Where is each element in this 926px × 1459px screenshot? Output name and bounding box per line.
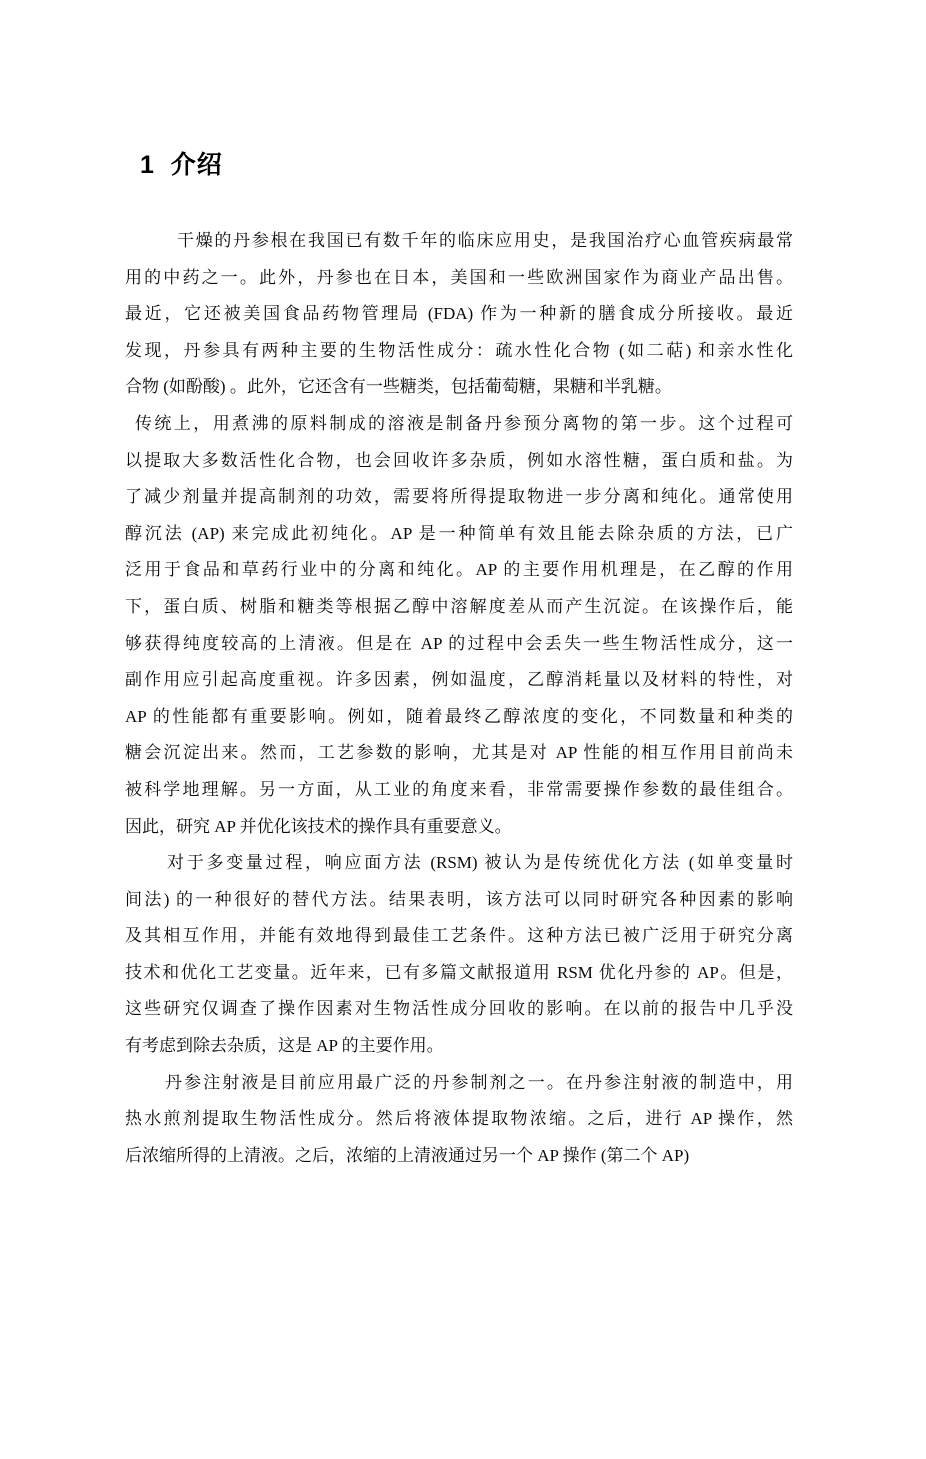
paragraph-line: AP 的性能都有重要影响。例如，随着最终乙醇浓度的变化，不同数量和种类的 — [125, 706, 793, 726]
paragraph-line: 丹参注射液是目前应用最广泛的丹参制剂之一。在丹参注射液的制造中，用 — [165, 1072, 793, 1092]
paragraph-2 — [125, 406, 793, 845]
paragraph-line: 因此，研究 AP 并优化该技术的操作具有重要意义。 — [125, 816, 512, 836]
paragraph-line: 技术和优化工艺变量。近年来，已有多篇文献报道用 RSM 优化丹参的 AP。但是， — [125, 962, 793, 982]
paragraph-line: 泛用于食品和草药行业中的分离和纯化。AP 的主要作用机理是，在乙醇的作用 — [125, 560, 793, 580]
paragraph-line: 后浓缩所得的上清液。之后，浓缩的上清液通过另一个 AP 操作 (第二个 AP) — [125, 1145, 690, 1165]
document-page — [0, 150, 926, 1459]
document-body — [125, 223, 793, 1174]
section-heading: 1 介绍 — [140, 151, 223, 179]
paragraph-4 — [125, 1065, 793, 1175]
paragraph-line: 有考虑到除去杂质，这是 AP 的主要作用。 — [125, 1036, 444, 1056]
paragraph-line: 用的中药之一。此外，丹参也在日本，美国和一些欧洲国家作为商业产品出售。 — [125, 267, 793, 287]
paragraph-3 — [125, 845, 793, 1065]
paragraph-line: 干燥的丹参根在我国已有数千年的临床应用史，是我国治疗心血管疾病最常 — [177, 231, 793, 250]
paragraph-line: 最近，它还被美国食品药物管理局 (FDA) 作为一种新的膳食成分所接收。最近 — [125, 304, 793, 324]
paragraph-line: 醇沉法 (AP) 来完成此初纯化。AP 是一种简单有效且能去除杂质的方法，已广 — [125, 523, 793, 543]
paragraph-line: 对于多变量过程，响应面方法 (RSM) 被认为是传统优化方法 (如单变量时 — [167, 853, 793, 873]
paragraph-line: 及其相互作用，并能有效地得到最佳工艺条件。这种方法已被广泛用于研究分离 — [125, 926, 793, 946]
paragraph-line: 以提取大多数活性化合物，也会回收许多杂质，例如水溶性糖，蛋白质和盐。为 — [125, 450, 793, 470]
paragraph-line: 副作用应引起高度重视。许多因素，例如温度，乙醇消耗量以及材料的特性，对 — [125, 670, 793, 690]
paragraph-line: 发现，丹参具有两种主要的生物活性成分：疏水性化合物 (如二萜) 和亲水性化 — [125, 340, 793, 360]
paragraph-line: 热水煎剂提取生物活性成分。然后将液体提取物浓缩。之后，进行 AP 操作，然 — [125, 1109, 793, 1129]
paragraph-line: 合物 (如酚酸) 。此外，它还含有一些糖类，包括葡萄糖，果糖和半乳糖。 — [125, 377, 672, 397]
paragraph-line: 间法) 的一种很好的替代方法。结果表明，该方法可以同时研究各种因素的影响 — [125, 889, 793, 909]
paragraph-line: 了减少剂量并提高制剂的功效，需要将所得提取物进一步分离和纯化。通常使用 — [125, 487, 793, 507]
paragraph-line: 够获得纯度较高的上清液。但是在 AP 的过程中会丢失一些生物活性成分，这一 — [125, 633, 793, 653]
paragraph-line: 这些研究仅调查了操作因素对生物活性成分回收的影响。在以前的报告中几乎没 — [125, 999, 793, 1019]
paragraph-line: 下，蛋白质、树脂和糖类等根据乙醇中溶解度差从而产生沉淀。在该操作后，能 — [125, 596, 793, 616]
paragraph-line: 糖会沉淀出来。然而，工艺参数的影响，尤其是对 AP 性能的相互作用目前尚未 — [125, 743, 793, 763]
paragraph-1 — [125, 223, 793, 406]
paragraph-line: 传统上，用煮沸的原料制成的溶液是制备丹参预分离物的第一步。这个过程可 — [135, 413, 793, 433]
paragraph-line: 被科学地理解。另一方面，从工业的角度来看，非常需要操作参数的最佳组合。 — [125, 779, 793, 799]
